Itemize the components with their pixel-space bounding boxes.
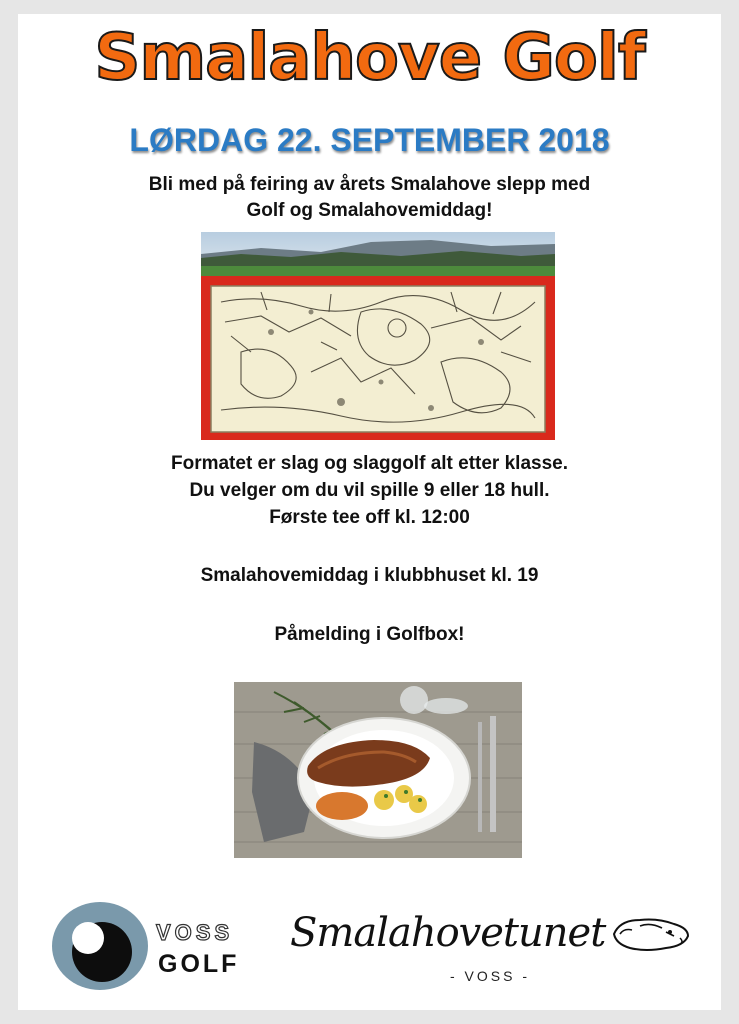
smalahovetunet-sub: - VOSS - (450, 968, 531, 984)
event-date: LØRDAG 22. SEPTEMBER 2018 (129, 122, 610, 158)
format-line-1: Formatet er slag og slaggolf alt etter klasse. (170, 453, 568, 474)
dinner-text: Smalahovemiddag i klubbhuset kl. 19 (200, 565, 539, 586)
landscape-with-drawing-image (201, 232, 555, 440)
golf-text: GOLF (158, 950, 240, 978)
intro-text (58, 172, 681, 224)
poster-title: Smalahove Golf (94, 21, 645, 95)
intro-line-1: Bli med på feiring av årets Smalahove slepp med (148, 174, 591, 195)
voss-text: VOSS (156, 920, 234, 945)
poster (18, 14, 721, 1010)
intro-line-2: Golf og Smalahovemiddag! (246, 200, 493, 221)
format-line-2: Du velger om du vil spille 9 eller 18 hull. (189, 480, 550, 501)
voss-golf-logo (48, 898, 268, 994)
sheep-head-icon (610, 912, 692, 956)
smalahovetunet-logo (290, 910, 700, 1000)
smalahove-dish-image (234, 682, 522, 858)
golf-ball-eye-icon (48, 898, 152, 994)
format-line-3: Første tee off kl. 12:00 (269, 507, 470, 528)
smalahovetunet-name: Smalahovetunet (290, 910, 606, 956)
format-text (38, 450, 701, 531)
signup-text: Påmelding i Golfbox! (274, 624, 465, 645)
